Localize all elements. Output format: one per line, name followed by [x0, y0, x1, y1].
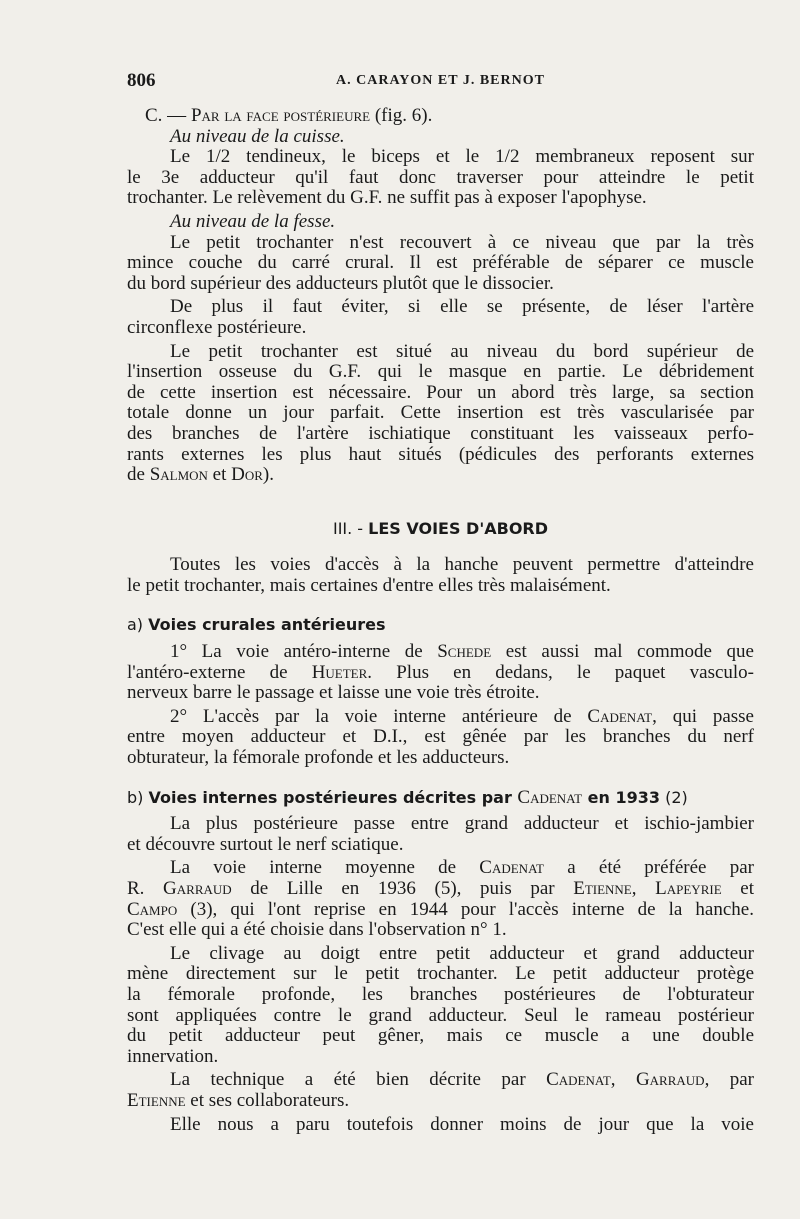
text-line: des branches de l'artère ischiatique constituant les vaisseaux perfo- [127, 422, 754, 444]
text-fragment: (3), qui l'ont reprise en 1944 pour l'accès interne de la hanche. [177, 898, 754, 920]
author-name: Lapeyrie [655, 878, 722, 899]
paragraph-voie-moyenne [127, 858, 754, 940]
text-line: totale donne un jour parfait. Cette insertion est très vascularisée par [127, 402, 754, 424]
text-line [127, 663, 754, 684]
subsection-title-year: en 1933 [582, 787, 660, 807]
text-fragment: , qui passe [652, 705, 754, 727]
text-line: le 3e adducteur qu'il faut donc traverser pour atteindre le petit [127, 166, 754, 188]
text-line: sont appliquées contre le grand adducteur. Seul le rameau postérieur [127, 1004, 754, 1026]
text-fragment: a été préférée par [543, 857, 754, 879]
text-line: l'insertion osseuse du G.F. qui le masque en partie. Le débridement [127, 361, 754, 383]
author-name: Salmon [149, 464, 208, 486]
section-numeral: III. - [332, 518, 369, 538]
text-line [127, 465, 754, 486]
text-line: circonflexe postérieure. [127, 316, 307, 338]
text-fragment: l'antéro-externe de [127, 661, 312, 683]
text-line: Le petit trochanter n'est recouvert à ce niveau que par la très [170, 231, 754, 253]
text-fragment: . Plus en dedans, le paquet vasculo- [367, 661, 754, 683]
text-line: mince couche du carré crural. Il est préférable de séparer ce muscle [127, 252, 754, 274]
subsection-b-heading [127, 788, 754, 809]
section-c-ref: (fig. 6). [370, 105, 433, 126]
author-name: Cadenat [546, 1069, 611, 1091]
text-line [127, 1070, 754, 1091]
section-title: LES VOIES D'ABORD [368, 518, 549, 538]
text-fragment: et [721, 878, 754, 899]
text-fragment: et [207, 464, 232, 486]
text-line: rants externes les plus haut situés (pédicules des perforants externes [127, 443, 754, 465]
paragraph-clivage [127, 944, 754, 1068]
text-line: et découvre surtout le nerf sciatique. [127, 833, 404, 855]
text-line: le petit trochanter, mais certaines d'entre elles très malaisément. [127, 574, 611, 596]
paragraph-artere [127, 297, 754, 338]
text-fragment: R. [127, 878, 164, 899]
page-header [127, 70, 754, 92]
author-name: Hueter [311, 661, 368, 683]
text-line [127, 879, 754, 900]
text-fragment: La voie interne moyenne de [170, 857, 480, 879]
text-line: Le petit trochanter est situé au niveau du bord supérieur de [170, 340, 754, 362]
author-name: Cadenat [587, 705, 653, 727]
running-head: A. CARAYON ET J. BERNOT [336, 73, 545, 88]
page-number: 806 [127, 70, 156, 91]
subsection-title: Voies crurales antérieures [148, 615, 386, 635]
subsection-letter: a) [127, 615, 149, 635]
author-name: Cadenat [479, 857, 544, 879]
text-line [127, 642, 754, 663]
text-line [127, 900, 754, 921]
text-line: Elle nous a paru toutefois donner moins de jour que la voie [170, 1113, 754, 1135]
paragraph-cuisse [127, 147, 754, 209]
text-line [127, 1091, 754, 1112]
text-fragment: et ses collaborateurs. [185, 1089, 350, 1111]
text-line: Le 1/2 tendineux, le biceps et le 1/2 membraneux reposent sur [170, 146, 754, 168]
author-name: Garraud [635, 1069, 705, 1091]
text-line: La plus postérieure passe entre grand adducteur et ischio-jambier [170, 813, 754, 835]
text-line: obturateur, la fémorale profonde et les adducteurs. [127, 747, 510, 769]
text-fragment: , [610, 1069, 636, 1091]
author-name: Cadenat [517, 786, 583, 808]
author-name: Etienne [573, 878, 632, 899]
subheading-cuisse: Au niveau de la cuisse. [170, 125, 345, 147]
text-line: Le clivage au doigt entre petit adducteur et grand adducteur [170, 942, 754, 964]
subsection-ref: (2) [660, 787, 688, 807]
author-name: Schede [437, 641, 492, 663]
text-line: De plus il faut éviter, si elle se présente, de léser l'artère [170, 296, 754, 318]
text-fragment: 1° La voie antéro-interne de [170, 641, 438, 663]
text-fragment: ). [262, 464, 274, 486]
text-line: nerveux barre le passage et laisse une voie très étroite. [127, 682, 540, 704]
body-text [127, 106, 754, 1135]
paragraph-item-2 [127, 707, 754, 769]
text-fragment: La technique a été bien décrite par [170, 1069, 547, 1091]
paragraph-technique [127, 1070, 754, 1111]
author-name: Dor [231, 464, 263, 486]
author-name: Campo [127, 898, 178, 920]
text-fragment: 2° L'accès par la voie interne antérieure de [170, 705, 588, 727]
section-c-title: Par la face postérieure [190, 105, 371, 126]
paragraph-intro [127, 555, 754, 596]
text-line [127, 858, 754, 879]
paragraph-posterieure [127, 814, 754, 855]
text-fragment: de Lille en 1936 (5), puis par [231, 878, 574, 899]
text-line: de cette insertion est nécessaire. Pour un abord très large, sa section [127, 381, 754, 403]
text-line: C'est elle qui a été choisie dans l'observation n° 1. [127, 919, 507, 941]
text-fragment: est aussi mal commode que [491, 641, 754, 663]
text-line: du petit adducteur peut gêner, mais ce muscle a une double [127, 1025, 754, 1047]
section-iii-heading [127, 519, 754, 540]
text-line: mène directement sur le petit trochanter. Le petit adducteur protège [127, 963, 754, 985]
subsection-title: Voies internes postérieures décrites par [148, 787, 518, 807]
section-c-heading [127, 106, 754, 127]
text-line [127, 707, 754, 728]
text-fragment: de [127, 464, 150, 486]
subheading-fesse: Au niveau de la fesse. [170, 210, 336, 232]
text-line: innervation. [127, 1045, 219, 1067]
text-line: trochanter. Le relèvement du G.F. ne suffit pas à exposer l'apophyse. [127, 187, 647, 209]
subsection-letter: b) [127, 787, 149, 807]
text-line: entre moyen adducteur et D.I., est gênée par les branches du nerf [127, 726, 754, 748]
author-name: Etienne [127, 1089, 186, 1111]
text-line: Toutes les voies d'accès à la hanche peuvent permettre d'atteindre [170, 554, 754, 576]
paragraph-insertion [127, 342, 754, 486]
text-fragment: , [631, 878, 656, 899]
paragraph-fesse [127, 233, 754, 295]
text-fragment: , par [704, 1069, 754, 1091]
section-c-prefix: C. — [145, 105, 191, 126]
subsection-a-heading [127, 615, 754, 636]
text-line: du bord supérieur des adducteurs plutôt que le dissocier. [127, 272, 554, 294]
paragraph-item-1 [127, 642, 754, 704]
text-line: la fémorale profonde, les branches postérieures de l'obturateur [127, 983, 754, 1005]
author-name: Garraud [163, 878, 232, 899]
